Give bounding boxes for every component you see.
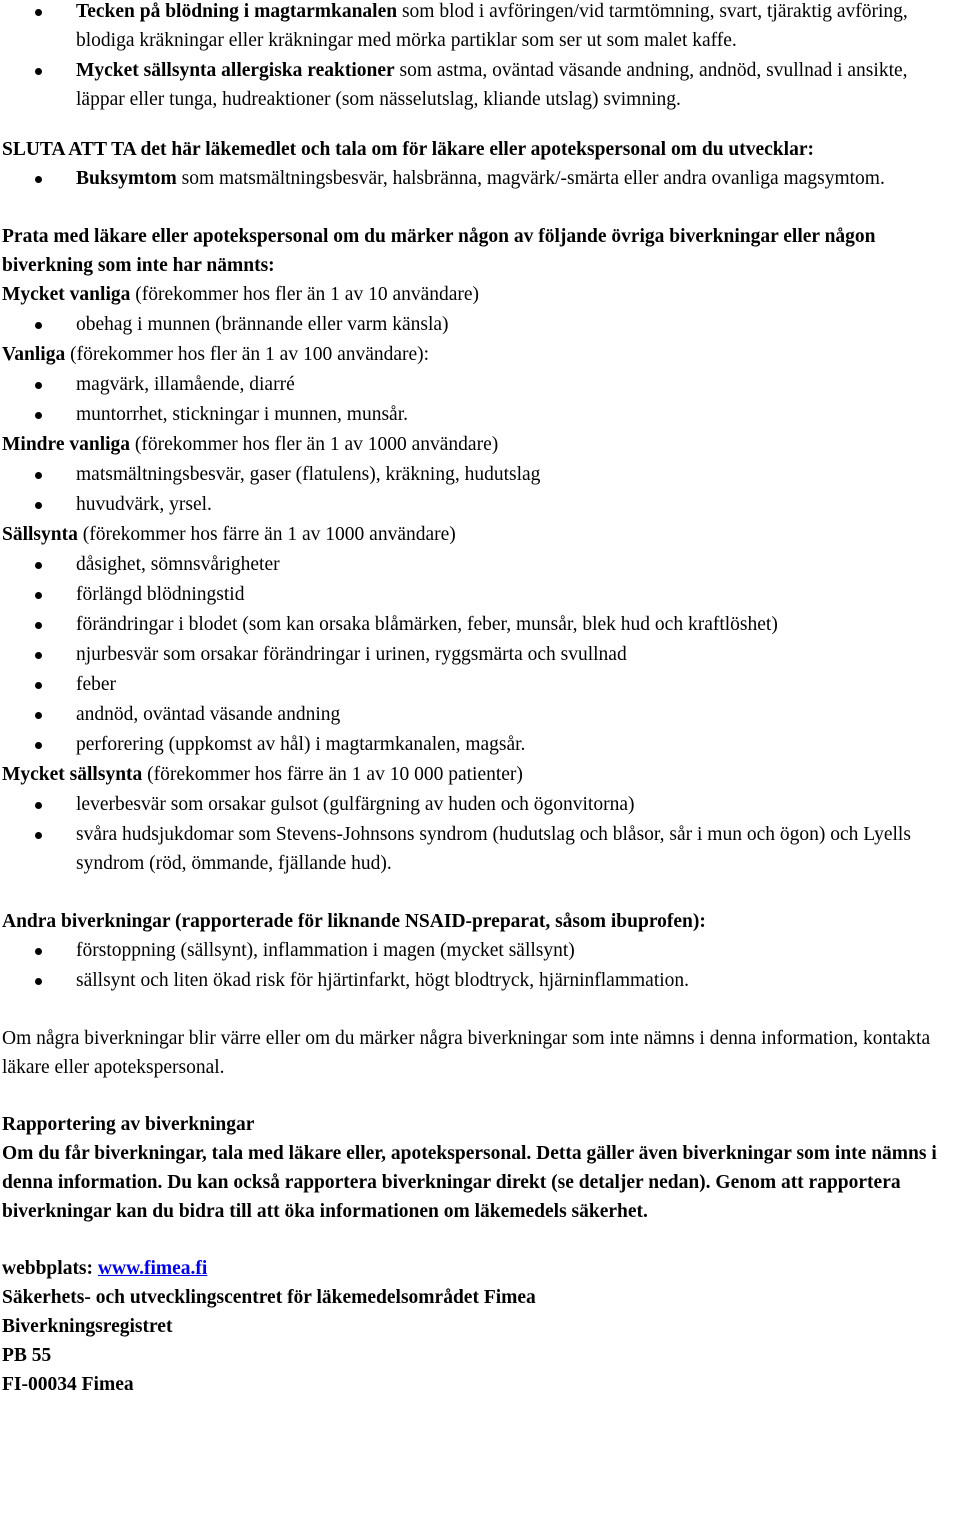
- item-text: sällsynt och liten ökad risk för hjärtinfarkt, högt blodtryck, hjärninflammation.: [76, 970, 690, 991]
- item-text: förstoppning (sällsynt), inflammation i magen (mycket sällsynt): [76, 940, 575, 961]
- list-item: [2, 550, 958, 579]
- website-label: webbplats:: [2, 1258, 98, 1279]
- item-text: njurbesvär som orsakar förändringar i urinen, ryggsmärta och svullnad: [76, 644, 627, 665]
- frequency-list: [2, 310, 958, 339]
- contact-footer: [2, 1254, 958, 1399]
- bullet-icon: [35, 652, 42, 659]
- frequency-list: [2, 460, 958, 519]
- item-bold: Mycket sällsynta allergiska reaktioner: [76, 60, 395, 81]
- frequency-label: Vanliga: [2, 344, 66, 365]
- item-text: magvärk, illamående, diarré: [76, 374, 295, 395]
- top-bullet-list: [2, 0, 958, 114]
- item-bold: Tecken på blödning i magtarmkanalen: [76, 1, 398, 22]
- website-link[interactable]: www.fimea.fi: [97, 1258, 208, 1279]
- bullet-icon: [35, 948, 42, 955]
- bullet-icon: [35, 382, 42, 389]
- list-item: [2, 790, 958, 819]
- frequency-label: Sällsynta: [2, 524, 78, 545]
- reporting-body: Om du får biverkningar, tala med läkare eller, apotekspersonal. Detta gäller även biverkningar som inte nämns i denna information. Du kan också rapportera biverkningar direkt (se detaljer nedan). Genom att rapportera biverkningar kan du bidra till att öka informationen om läkemedels säkerhet.: [2, 1143, 937, 1222]
- po-box: PB 55: [2, 1345, 52, 1366]
- stop-bullet-list: [2, 164, 958, 193]
- other-bullet-list: [2, 936, 958, 995]
- item-text: som matsmältningsbesvär, halsbränna, magvärk/-smärta eller andra ovanliga magsymtom.: [176, 168, 885, 189]
- list-item: [2, 936, 958, 965]
- bullet-icon: [35, 742, 42, 749]
- item-text: perforering (uppkomst av hål) i magtarmkanalen, magsår.: [76, 734, 526, 755]
- item-text: matsmältningsbesvär, gaser (flatulens), kräkning, hudutslag: [76, 464, 541, 485]
- bullet-icon: [35, 832, 42, 839]
- org-name: Säkerhets- och utvecklingscentret för läkemedelsområdet Fimea: [2, 1287, 536, 1308]
- bullet-icon: [35, 802, 42, 809]
- reporting-heading: Rapportering av biverkningar: [2, 1114, 255, 1135]
- list-item: [2, 460, 958, 489]
- other-heading: Andra biverkningar (rapporterade för liknande NSAID-preparat, såsom ibuprofen):: [2, 911, 706, 932]
- item-text: leverbesvär som orsakar gulsot (gulfärgning av huden och ögonvitorna): [76, 794, 635, 815]
- frequency-list: [2, 550, 958, 759]
- frequency-label: Mindre vanliga: [2, 434, 131, 455]
- talk-heading: Prata med läkare eller apotekspersonal om du märker någon av följande övriga biverkningar eller någon biverkning som inte har nämnts:: [2, 226, 876, 276]
- bullet-icon: [35, 622, 42, 629]
- item-text: muntorrhet, stickningar i munnen, munsår.: [76, 404, 408, 425]
- item-text: som astma, oväntad väsande andning, andnöd, svullnad i ansikte, läppar eller tunga, hudreaktioner (som nässelutslag, kliande utslag) svimning.: [76, 60, 908, 110]
- frequency-label: Mycket vanliga: [2, 284, 131, 305]
- item-bold: Buksymtom: [76, 168, 177, 189]
- item-text: huvudvärk, yrsel.: [76, 494, 212, 515]
- item-text: andnöd, oväntad väsande andning: [76, 704, 341, 725]
- item-text: som blod i avföringen/vid tarmtömning, svart, tjäraktig avföring, blodiga kräkningar eller kräkningar med mörka partiklar som ser ut som malet kaffe.: [76, 1, 908, 51]
- frequency-text: (förekommer hos fler än 1 av 10 användare): [130, 284, 480, 305]
- bullet-icon: [35, 592, 42, 599]
- list-item: [2, 820, 958, 878]
- document-page: [2, 0, 958, 1399]
- bullet-icon: [35, 412, 42, 419]
- frequency-text: (förekommer hos fler än 1 av 100 användare):: [65, 344, 430, 365]
- list-item: [2, 610, 958, 639]
- frequency-text: (förekommer hos färre än 1 av 10 000 patienter): [142, 764, 523, 785]
- bullet-icon: [35, 562, 42, 569]
- list-item: [2, 490, 958, 519]
- bullet-icon: [35, 322, 42, 329]
- frequency-heading: [2, 430, 958, 460]
- item-text: förändringar i blodet (som kan orsaka blåmärken, feber, munsår, blek hud och kraftlöshet): [76, 614, 778, 635]
- bullet-icon: [35, 176, 42, 183]
- list-item: [2, 670, 958, 699]
- list-item: [2, 640, 958, 669]
- list-item: [2, 164, 958, 193]
- registry-name: Biverkningsregistret: [2, 1316, 173, 1337]
- list-item: [2, 310, 958, 339]
- frequency-text: (förekommer hos färre än 1 av 1000 användare): [77, 524, 456, 545]
- postal-code: FI-00034 Fimea: [2, 1374, 134, 1395]
- bullet-icon: [35, 502, 42, 509]
- worse-paragraph: Om några biverkningar blir värre eller om du märker några biverkningar som inte nämns i denna information, kontakta läkare eller apotekspersonal.: [2, 1028, 931, 1078]
- frequency-heading: [2, 520, 958, 550]
- bullet-icon: [35, 682, 42, 689]
- frequency-heading: [2, 760, 958, 790]
- bullet-icon: [35, 472, 42, 479]
- frequency-heading: [2, 280, 958, 310]
- bullet-icon: [35, 68, 42, 75]
- item-text: obehag i munnen (brännande eller varm känsla): [76, 314, 449, 335]
- item-text: feber: [76, 674, 117, 695]
- bullet-icon: [35, 978, 42, 985]
- frequency-list: [2, 790, 958, 878]
- bullet-icon: [35, 9, 42, 16]
- stop-heading: SLUTA ATT TA det här läkemedlet och tala om för läkare eller apotekspersonal om du utvecklar:: [2, 139, 814, 160]
- item-text: förlängd blödningstid: [76, 584, 245, 605]
- list-item: [2, 56, 958, 114]
- item-text: svåra hudsjukdomar som Stevens-Johnsons syndrom (hudutslag och blåsor, sår i mun och ögon) och Lyells syndrom (röd, ömmande, fjällande hud).: [76, 824, 911, 874]
- frequency-list: [2, 370, 958, 429]
- frequency-heading: [2, 340, 958, 370]
- list-item: [2, 580, 958, 609]
- list-item: [2, 700, 958, 729]
- website-line: [2, 1254, 958, 1283]
- list-item: [2, 400, 958, 429]
- bullet-icon: [35, 712, 42, 719]
- frequency-text: (förekommer hos fler än 1 av 1000 användare): [130, 434, 499, 455]
- frequency-label: Mycket sällsynta: [2, 764, 143, 785]
- item-text: dåsighet, sömnsvårigheter: [76, 554, 280, 575]
- list-item: [2, 370, 958, 399]
- list-item: [2, 730, 958, 759]
- list-item: [2, 966, 958, 995]
- list-item: [2, 0, 958, 55]
